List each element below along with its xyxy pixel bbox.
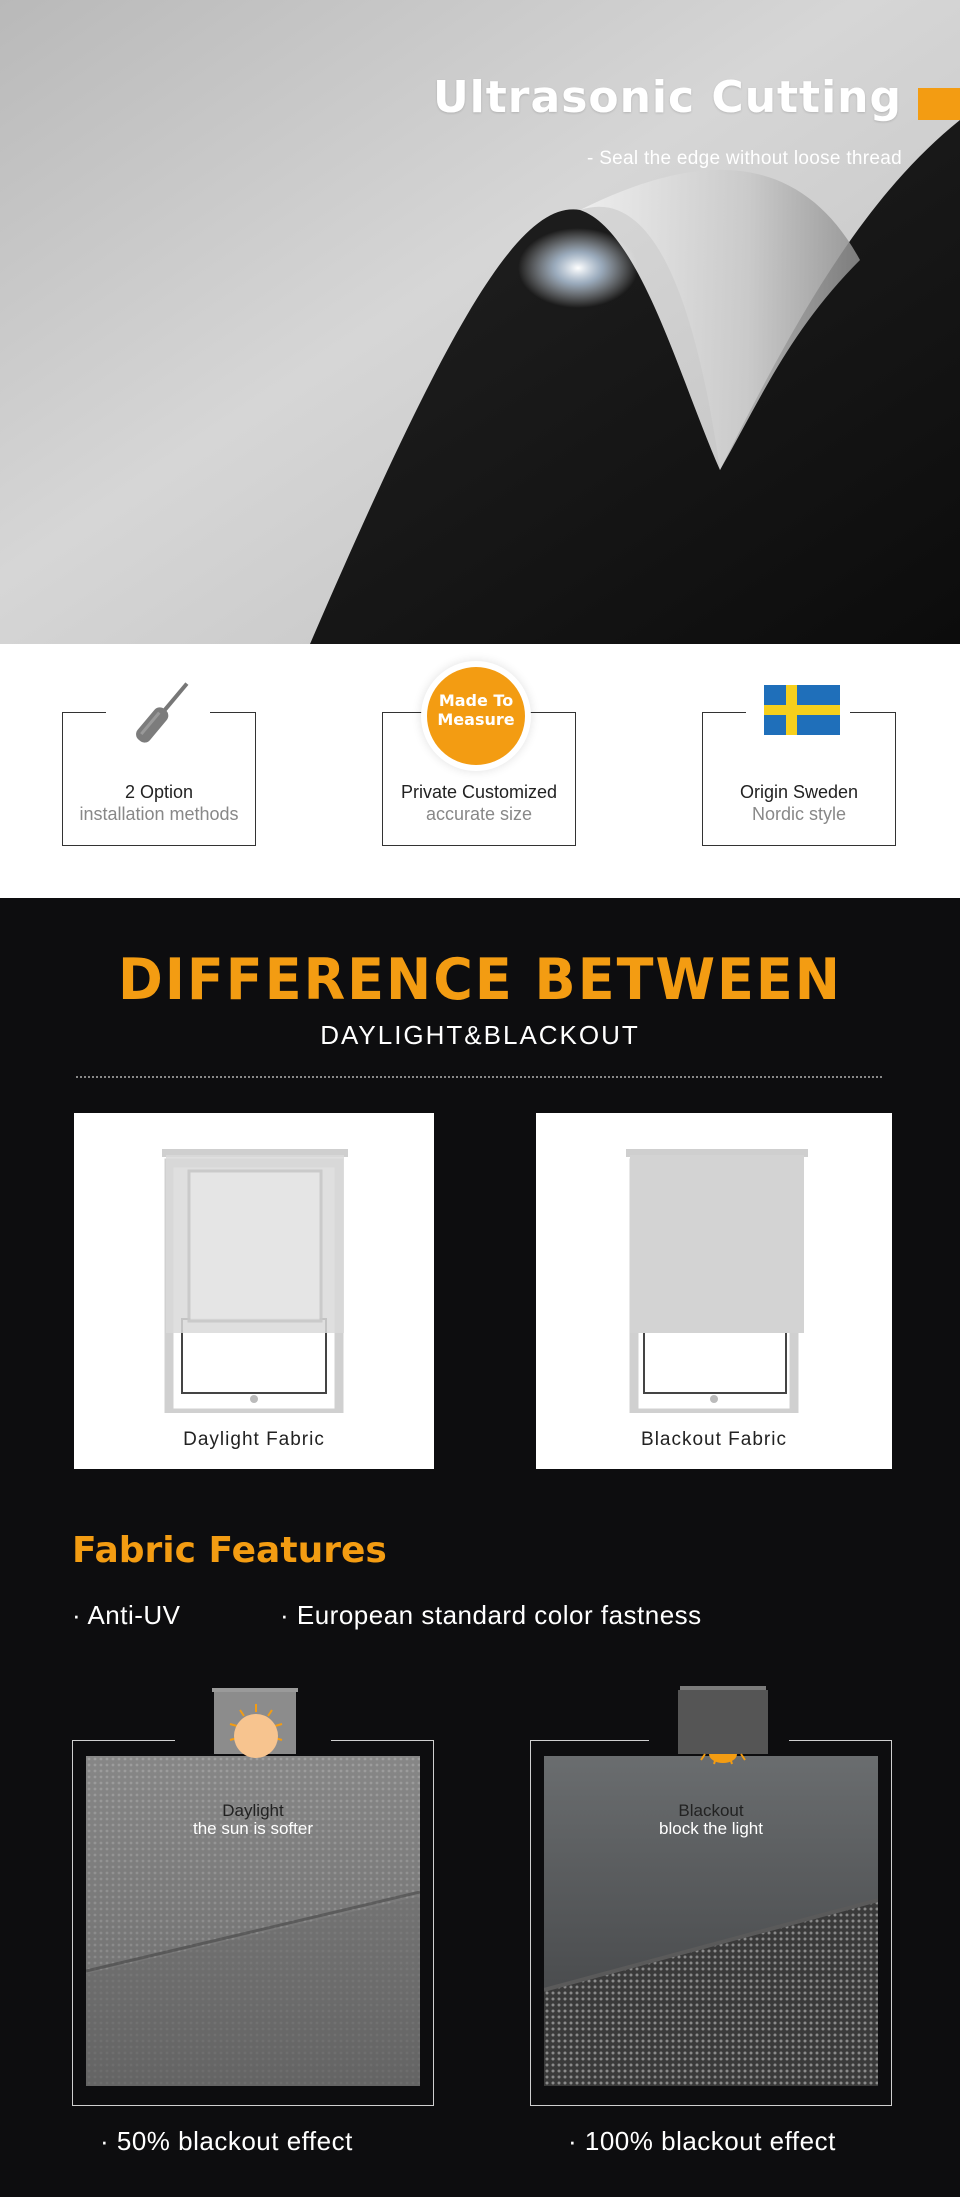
- hero-title: Ultrasonic Cutting: [432, 72, 902, 123]
- sun-icon: [210, 1684, 300, 1774]
- panel-subcaption: block the light: [659, 1819, 763, 1838]
- daylight-blind-image: [74, 1113, 434, 1413]
- blackout-effect-text: · 100% blackout effect: [568, 2126, 836, 2156]
- feature-anti-uv: · Anti-UV: [72, 1600, 181, 1630]
- panel-caption: Daylight: [222, 1801, 284, 1820]
- screwdriver-icon: [124, 674, 204, 754]
- fabric-features-title: Fabric Features: [72, 1530, 387, 1571]
- blackout-fabric-card: [536, 1113, 892, 1469]
- blackout-blind-image: [536, 1113, 892, 1413]
- daylight-fabric-texture: [86, 1756, 420, 2086]
- blackout-fabric-texture: [544, 1756, 878, 2086]
- feature-title: Origin Sweden: [739, 782, 859, 802]
- feature-title: Private Customized: [400, 782, 558, 802]
- daylight-panel: [72, 1740, 434, 2106]
- section-title: DIFFERENCE BETWEEN: [118, 946, 842, 1013]
- feature-detail: accurate size: [425, 804, 533, 824]
- blocked-sun-icon: [678, 1684, 768, 1774]
- card-label: Blackout Fabric: [641, 1429, 787, 1450]
- section-subtitle: DAYLIGHT&BLACKOUT: [320, 1020, 640, 1050]
- feature-color-fastness: · European standard color fastness: [280, 1600, 702, 1630]
- daylight-effect-text: · 50% blackout effect: [100, 2126, 353, 2156]
- feature-title: 2 Option: [124, 782, 194, 802]
- dotted-divider: [76, 1076, 882, 1078]
- feature-detail: installation methods: [79, 804, 239, 824]
- daylight-fabric-card: [74, 1113, 434, 1469]
- card-label: Daylight Fabric: [183, 1429, 325, 1450]
- feature-detail: Nordic style: [751, 804, 847, 824]
- panel-caption: Blackout: [678, 1801, 744, 1820]
- blackout-panel: [530, 1740, 892, 2106]
- hero-subtitle: - Seal the edge without loose thread: [586, 148, 902, 169]
- panel-subcaption: the sun is softer: [192, 1819, 313, 1838]
- hero-banner: [0, 0, 960, 644]
- made-to-measure-badge: Made To Measure: [427, 667, 525, 765]
- accent-bar: [918, 88, 960, 120]
- sweden-flag-icon: [764, 685, 840, 735]
